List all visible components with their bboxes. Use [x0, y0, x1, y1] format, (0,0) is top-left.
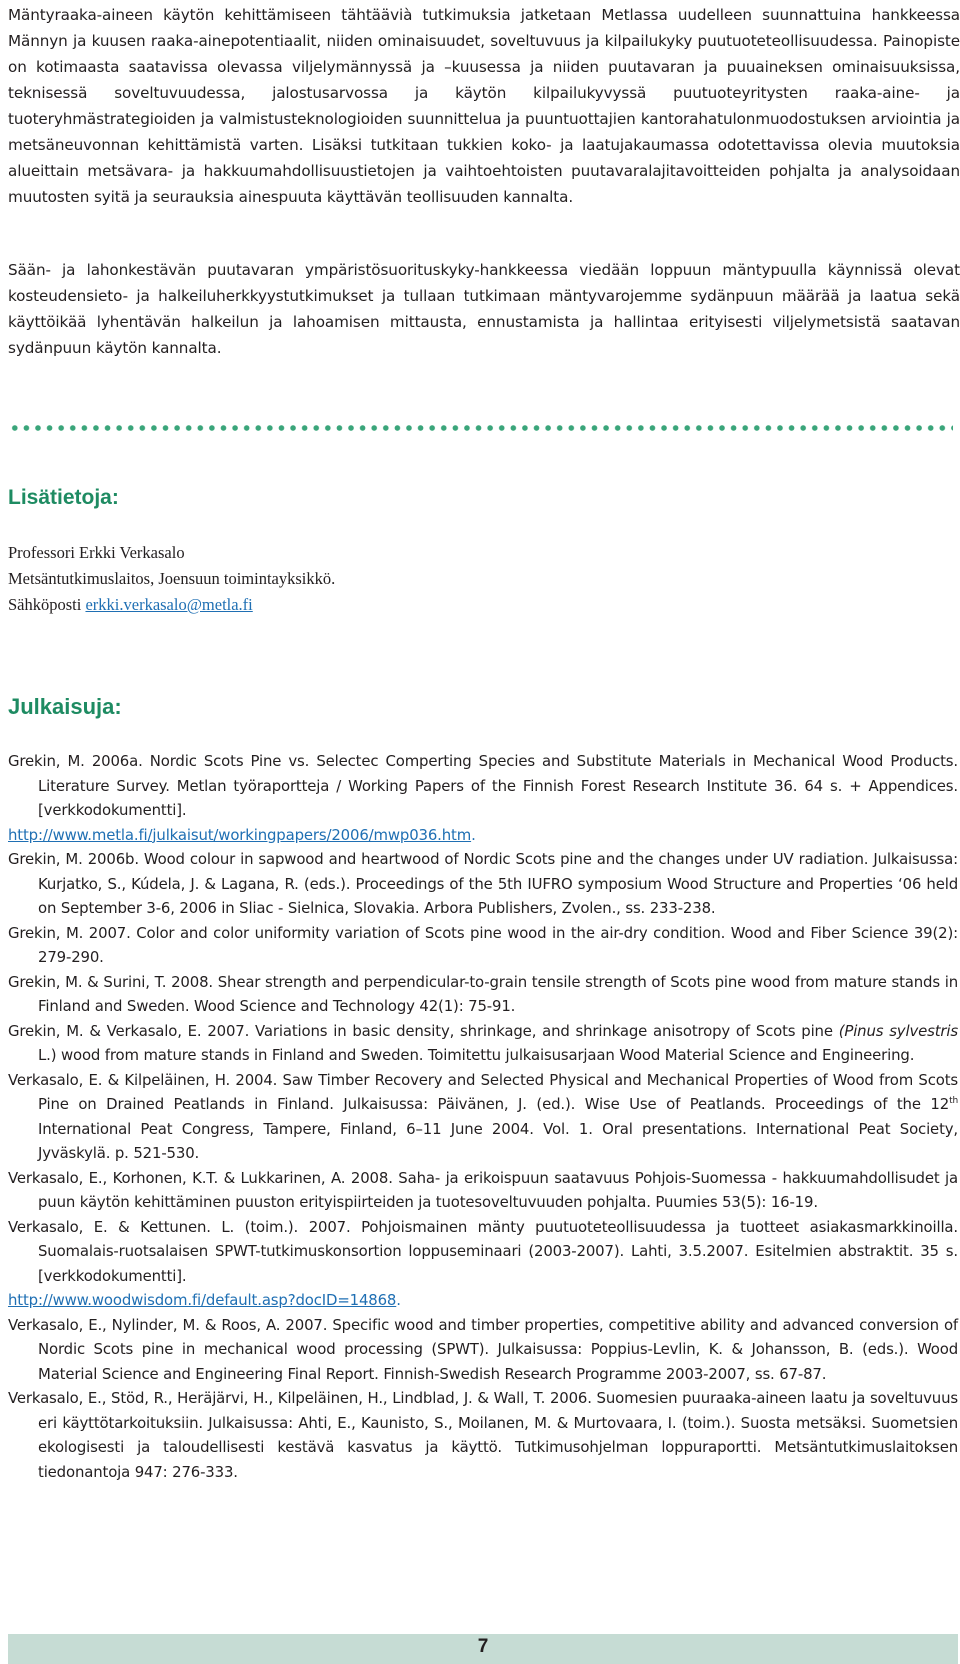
contact-email-line	[8, 592, 335, 618]
ordinal-superscript: th	[949, 1096, 958, 1107]
email-link[interactable]: erkki.verkasalo@metla.fi	[85, 595, 253, 614]
reference-link-line: http://www.woodwisdom.fi/default.asp?docID=14868.	[8, 1291, 401, 1309]
footer-band	[8, 1634, 958, 1664]
reference-text: L.) wood from mature stands in Finland and Sweden. Toimitettu julkaisusarjaan Wood Material Science and Engineering.	[38, 1046, 915, 1064]
page-number: 7	[477, 1636, 489, 1657]
reference-item: Grekin, M. 2007. Color and color uniformity variation of Scots pine wood in the air-dry condition. Wood and Fiber Science 39(2): 279-290.	[8, 923, 958, 966]
reference-text: International Peat Congress, Tampere, Finland, 6–11 June 2004. Vol. 1. Oral presentations. International Peat Society, Jyväskylä. p. 521-530.	[38, 1119, 958, 1162]
more-info-heading: Lisätietoja:	[8, 486, 119, 509]
contact-name: Professori Erkki Verkasalo	[8, 543, 185, 562]
publications-heading: Julkaisuja:	[8, 694, 122, 719]
reference-item: Grekin, M. 2006b. Wood colour in sapwood and heartwood of Nordic Scots pine and the changes under UV radiation. Julkaisussa: Kurjatko, S., Kúdela, J. & Lagana, R. (eds.). Proceedings of the 5th IUFRO symposium Wood Structure and Properties ‘06 held on September 3-6, 2006 in Sliac - Sielnica, Slovakia. Arbora Publishers, Zvolen., ss. 233-238.	[8, 850, 958, 917]
reference-item	[8, 1019, 958, 1068]
reference-item: Verkasalo, E. & Kettunen. L. (toim.). 2007. Pohjoismainen mänty puutuoteteollisuudessa ja tuotteet asiakasmarkkinoilla. Suomalais-ruotsalaisen SPWT-tutkimuskonsortion loppuseminaari (2003-2007). Lahti, 3.5.2007. Esitelmien abstraktit. 35 s. [verkkodokumentti].	[8, 1217, 958, 1285]
reference-list	[8, 749, 958, 1484]
reference-item: Verkasalo, E., Nylinder, M. & Roos, A. 2007. Specific wood and timber properties, competitive ability and advanced conversion of Nordic Scots pine in mechanical wood processing (SPWT). Julkaisussa: Poppius-Levlin, K. & Johansson, B. (eds.). Wood Material Science and Engineering Final Report. Finnish-Swedish Research Programme 2003-2007, ss. 67-87.	[8, 1315, 958, 1383]
reference-link-line: http://www.metla.fi/julkaisut/workingpapers/2006/mwp036.htm.	[8, 825, 476, 844]
contact-organization: Metsäntutkimuslaitos, Joensuun toimintayksikkö.	[8, 569, 336, 588]
reference-link[interactable]: http://www.metla.fi/julkaisut/workingpapers/2006/mwp036.htm	[8, 825, 472, 844]
reference-text: Verkasalo, E. & Kilpeläinen, H. 2004. Saw Timber Recovery and Selected Physical and Mechanical Properties of Wood from Scots Pine on Drained Peatlands in Finland. Julkaisussa: Päivänen, J. (ed.). Wise Use of Peatlands. Proceedings of the 12	[8, 1070, 958, 1113]
body-paragraph: Mäntyraaka-aineen käytön kehittämiseen tähtäävià tutkimuksia jatketaan Metlassa uudelleen suunnattuina hankkeessa Männyn ja kuusen raaka-ainepotentiaalit, niiden ominaisuudet, soveltuvuus ja kilpailukyky puutuoteteollisuudessa. Painopiste on kotimaasta saatavissa olevassa viljelymännyssä ja –kuusessa ja niiden puutavaran ja puuaineksen ominaisuuksissa, teknisessä soveltuvuudessa, jalostusarvossa ja käytön kilpailukyvyssä puutuoteyritysten raaka-aine- ja tuoteryhmästrategioiden ja valmistusteknologioiden suunnittelua ja puuntuottajien kantorahatulonmuodostuksen arviointia ja metsäneuvonnan kehittämistä varten. Lisäksi tutkitaan tukkien koko- ja laatujakaumassa odotettavissa olevia muutoksia alueittain metsävara- ja hakkuumahdollisuustietojen ja vaihtoehtoisten puutavaralajitavoitteiden pohjalta ja analysoidaan muutosten syitä ja seurauksia ainespuuta käyttävän teollisuuden kannalta.	[8, 6, 960, 206]
species-name: (Pinus sylvestris	[838, 1021, 958, 1040]
reference-text: Grekin, M. & Verkasalo, E. 2007. Variations in basic density, shrinkage, and shrinkage anisotropy of Scots pine	[8, 1021, 839, 1040]
email-label: Sähköposti	[8, 595, 82, 614]
contact-block	[8, 540, 335, 618]
reference-item	[8, 1068, 958, 1166]
reference-item: Grekin, M. & Surini, T. 2008. Shear strength and perpendicular-to-grain tensile strength of Scots pine wood from mature stands in Finland and Sweden. Wood Science and Technology 42(1): 75-91.	[8, 972, 958, 1015]
reference-item: Grekin, M. 2006a. Nordic Scots Pine vs. Selectec Comperting Species and Substitute Materials in Mechanical Wood Products. Literature Survey. Metlan työraportteja / Working Papers of the Finnish Forest Research Institute 36. 64 s. + Appendices. [verkkodokumentti].	[8, 752, 958, 819]
reference-item: Verkasalo, E., Korhonen, K.T. & Lukkarinen, A. 2008. Saha- ja erikoispuun saatavuus Pohjois-Suomessa - hakkuumahdollisudet ja puun käytön kehittäminen puuston erityispiirteiden ja tuotesoveltuvuuden pohjalta. Puumies 53(5): 16-19.	[8, 1168, 958, 1211]
body-paragraph: Sään- ja lahonkestävän puutavaran ympäristösuorituskyky-hankkeessa viedään loppuun mäntypuulla käynnissä olevat kosteudensieto- ja halkeiluherkkyystutkimukset ja tullaan tutkimaan mäntyvarojemme sydänpuun määrää ja laatua sekä käyttöikää lyhentävän halkeilun ja lahoamisen mittausta, ennustamista ja hallintaa erityisesti viljelymetsistä saatavan sydänpuun käytön kannalta.	[8, 261, 960, 357]
reference-link[interactable]: http://www.woodwisdom.fi/default.asp?docID=14868	[8, 1291, 397, 1309]
dotted-divider	[9, 424, 953, 432]
reference-item: Verkasalo, E., Stöd, R., Heräjärvi, H., Kilpeläinen, H., Lindblad, J. & Wall, T. 2006. Suomesien puuraaka-aineen laatu ja soveltuvuus eri käyttötarkoituksiin. Julkaisussa: Ahti, E., Kaunisto, S., Moilanen, M. & Murtovaara, I. (toim.). Suosta metsäksi. Suometsien ekologisesti ja taloudellisesti kestävä kasvatus ja käyttö. Tutkimusohjelman loppuraportti. Metsäntutkimuslaitoksen tiedonantoja 947: 276-333.	[8, 1389, 958, 1481]
